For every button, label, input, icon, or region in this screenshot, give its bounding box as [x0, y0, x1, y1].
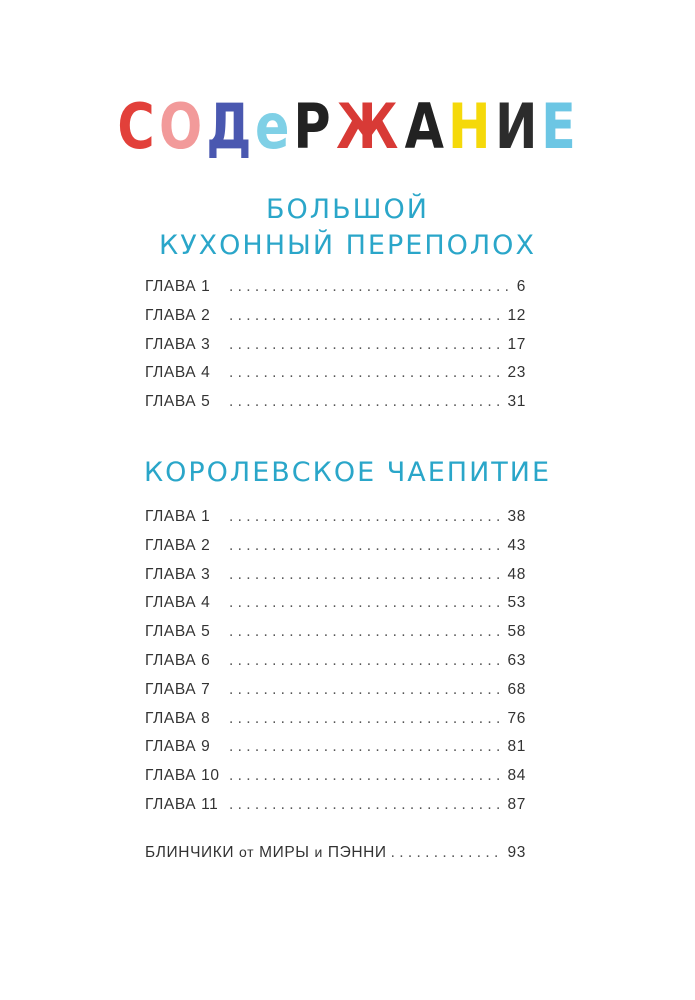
toc-entry-label: ГЛАВА 3: [145, 565, 211, 583]
section2-heading: КОРОЛЕВСКОЕ ЧАЕПИТИЕ: [143, 457, 552, 488]
toc-entry-label: ГЛАВА 4: [145, 364, 211, 382]
toc-entry-page: 43: [507, 536, 526, 554]
toc-entry-page: 23: [507, 364, 526, 382]
toc-entry-page: 48: [507, 565, 526, 583]
toc-leader-dots: [391, 844, 504, 862]
toc-entry[interactable]: [145, 307, 526, 336]
toc-entry-page: 84: [507, 767, 526, 785]
toc-leader-dots: [229, 307, 504, 325]
toc-entry-label: ГЛАВА 5: [145, 393, 211, 411]
toc-entry[interactable]: [145, 594, 526, 623]
toc-leader-dots: [229, 710, 504, 728]
toc-leader-dots: [229, 364, 504, 382]
toc-entry-label: ГЛАВА 2: [145, 306, 211, 324]
toc-leader-dots: [229, 336, 504, 354]
toc-leader-dots: [229, 393, 504, 411]
toc-entry-page: 12: [507, 306, 526, 324]
toc-entry-page: 17: [507, 335, 526, 353]
bonus-label-part: БЛИНЧИКИ: [145, 844, 235, 861]
section2-toc-list: [145, 508, 526, 825]
section1-heading-line2: КУХОННЫЙ ПЕРЕПОЛОХ: [159, 230, 536, 261]
title-letter: Ж: [336, 90, 401, 163]
toc-leader-dots: [229, 796, 504, 814]
title-letter: Н: [447, 90, 493, 163]
title-letter: А: [404, 90, 447, 163]
title-letter: е: [255, 90, 293, 163]
bonus-label-part: ПЭННИ: [327, 844, 387, 861]
title-letter: И: [494, 90, 540, 163]
toc-entry-label: ГЛАВА 10: [145, 767, 220, 785]
toc-entry-label: ГЛАВА 1: [145, 508, 211, 525]
toc-entry-page: 31: [507, 393, 526, 411]
toc-leader-dots: [229, 278, 513, 296]
bonus-label-part: МИРЫ: [259, 844, 310, 861]
toc-entry[interactable]: [145, 738, 526, 767]
toc-entry-label: ГЛАВА 4: [145, 594, 211, 612]
toc-entry-label: ГЛАВА 2: [145, 536, 211, 554]
title-letter: О: [158, 90, 205, 163]
toc-leader-dots: [229, 652, 504, 670]
bonus-label-part: от: [239, 844, 255, 860]
toc-entry-page: 87: [507, 795, 526, 813]
bonus-entry-page: 93: [507, 844, 526, 861]
section1-heading-line1: БОЛЬШОЙ: [266, 194, 429, 225]
toc-entry-page: 38: [507, 508, 526, 525]
toc-entry[interactable]: [145, 393, 526, 422]
toc-entry[interactable]: [145, 364, 526, 393]
toc-entry-page: 63: [507, 651, 526, 669]
bonus-label-part: и: [314, 844, 323, 860]
toc-entry[interactable]: [145, 710, 526, 739]
toc-entry[interactable]: [145, 681, 526, 710]
toc-entry[interactable]: [145, 796, 526, 825]
toc-entry[interactable]: [145, 566, 526, 595]
section1-toc-list: [145, 278, 526, 422]
bonus-entry-label: [145, 844, 387, 862]
toc-entry[interactable]: [145, 767, 526, 796]
toc-entry-page: 68: [507, 680, 526, 698]
title-letter: С: [117, 90, 158, 163]
toc-leader-dots: [229, 537, 504, 555]
toc-entry-label: ГЛАВА 3: [145, 335, 211, 353]
toc-entry[interactable]: [145, 278, 526, 307]
toc-entry-label: ГЛАВА 8: [145, 709, 211, 727]
toc-entry-label: ГЛАВА 5: [145, 623, 211, 641]
toc-leader-dots: [229, 681, 504, 699]
toc-entry[interactable]: [145, 537, 526, 566]
toc-entry-label: ГЛАВА 11: [145, 795, 219, 813]
toc-leader-dots: [229, 623, 504, 641]
title-letter: Е: [540, 90, 578, 163]
toc-entry-page: 6: [516, 278, 526, 295]
toc-entry-page: 58: [507, 623, 526, 641]
title-letter: Р: [292, 90, 333, 163]
title-letter: Д: [206, 90, 255, 163]
toc-entry-label: ГЛАВА 6: [145, 651, 211, 669]
toc-entry-label: ГЛАВА 7: [145, 680, 211, 698]
bonus-toc-entry[interactable]: [145, 844, 526, 873]
toc-entry-page: 53: [507, 594, 526, 612]
toc-entry-label: ГЛАВА 9: [145, 738, 211, 756]
page-title: [0, 92, 695, 162]
toc-leader-dots: [229, 508, 504, 526]
toc-entry-label: ГЛАВА 1: [145, 278, 211, 295]
toc-entry[interactable]: [145, 336, 526, 365]
toc-entry-page: 76: [507, 709, 526, 727]
toc-entry[interactable]: [145, 508, 526, 537]
toc-leader-dots: [229, 594, 504, 612]
toc-entry[interactable]: [145, 652, 526, 681]
toc-leader-dots: [229, 566, 504, 584]
toc-leader-dots: [229, 738, 504, 756]
toc-entry-page: 81: [507, 738, 526, 756]
toc-leader-dots: [229, 767, 504, 785]
toc-entry[interactable]: [145, 623, 526, 652]
